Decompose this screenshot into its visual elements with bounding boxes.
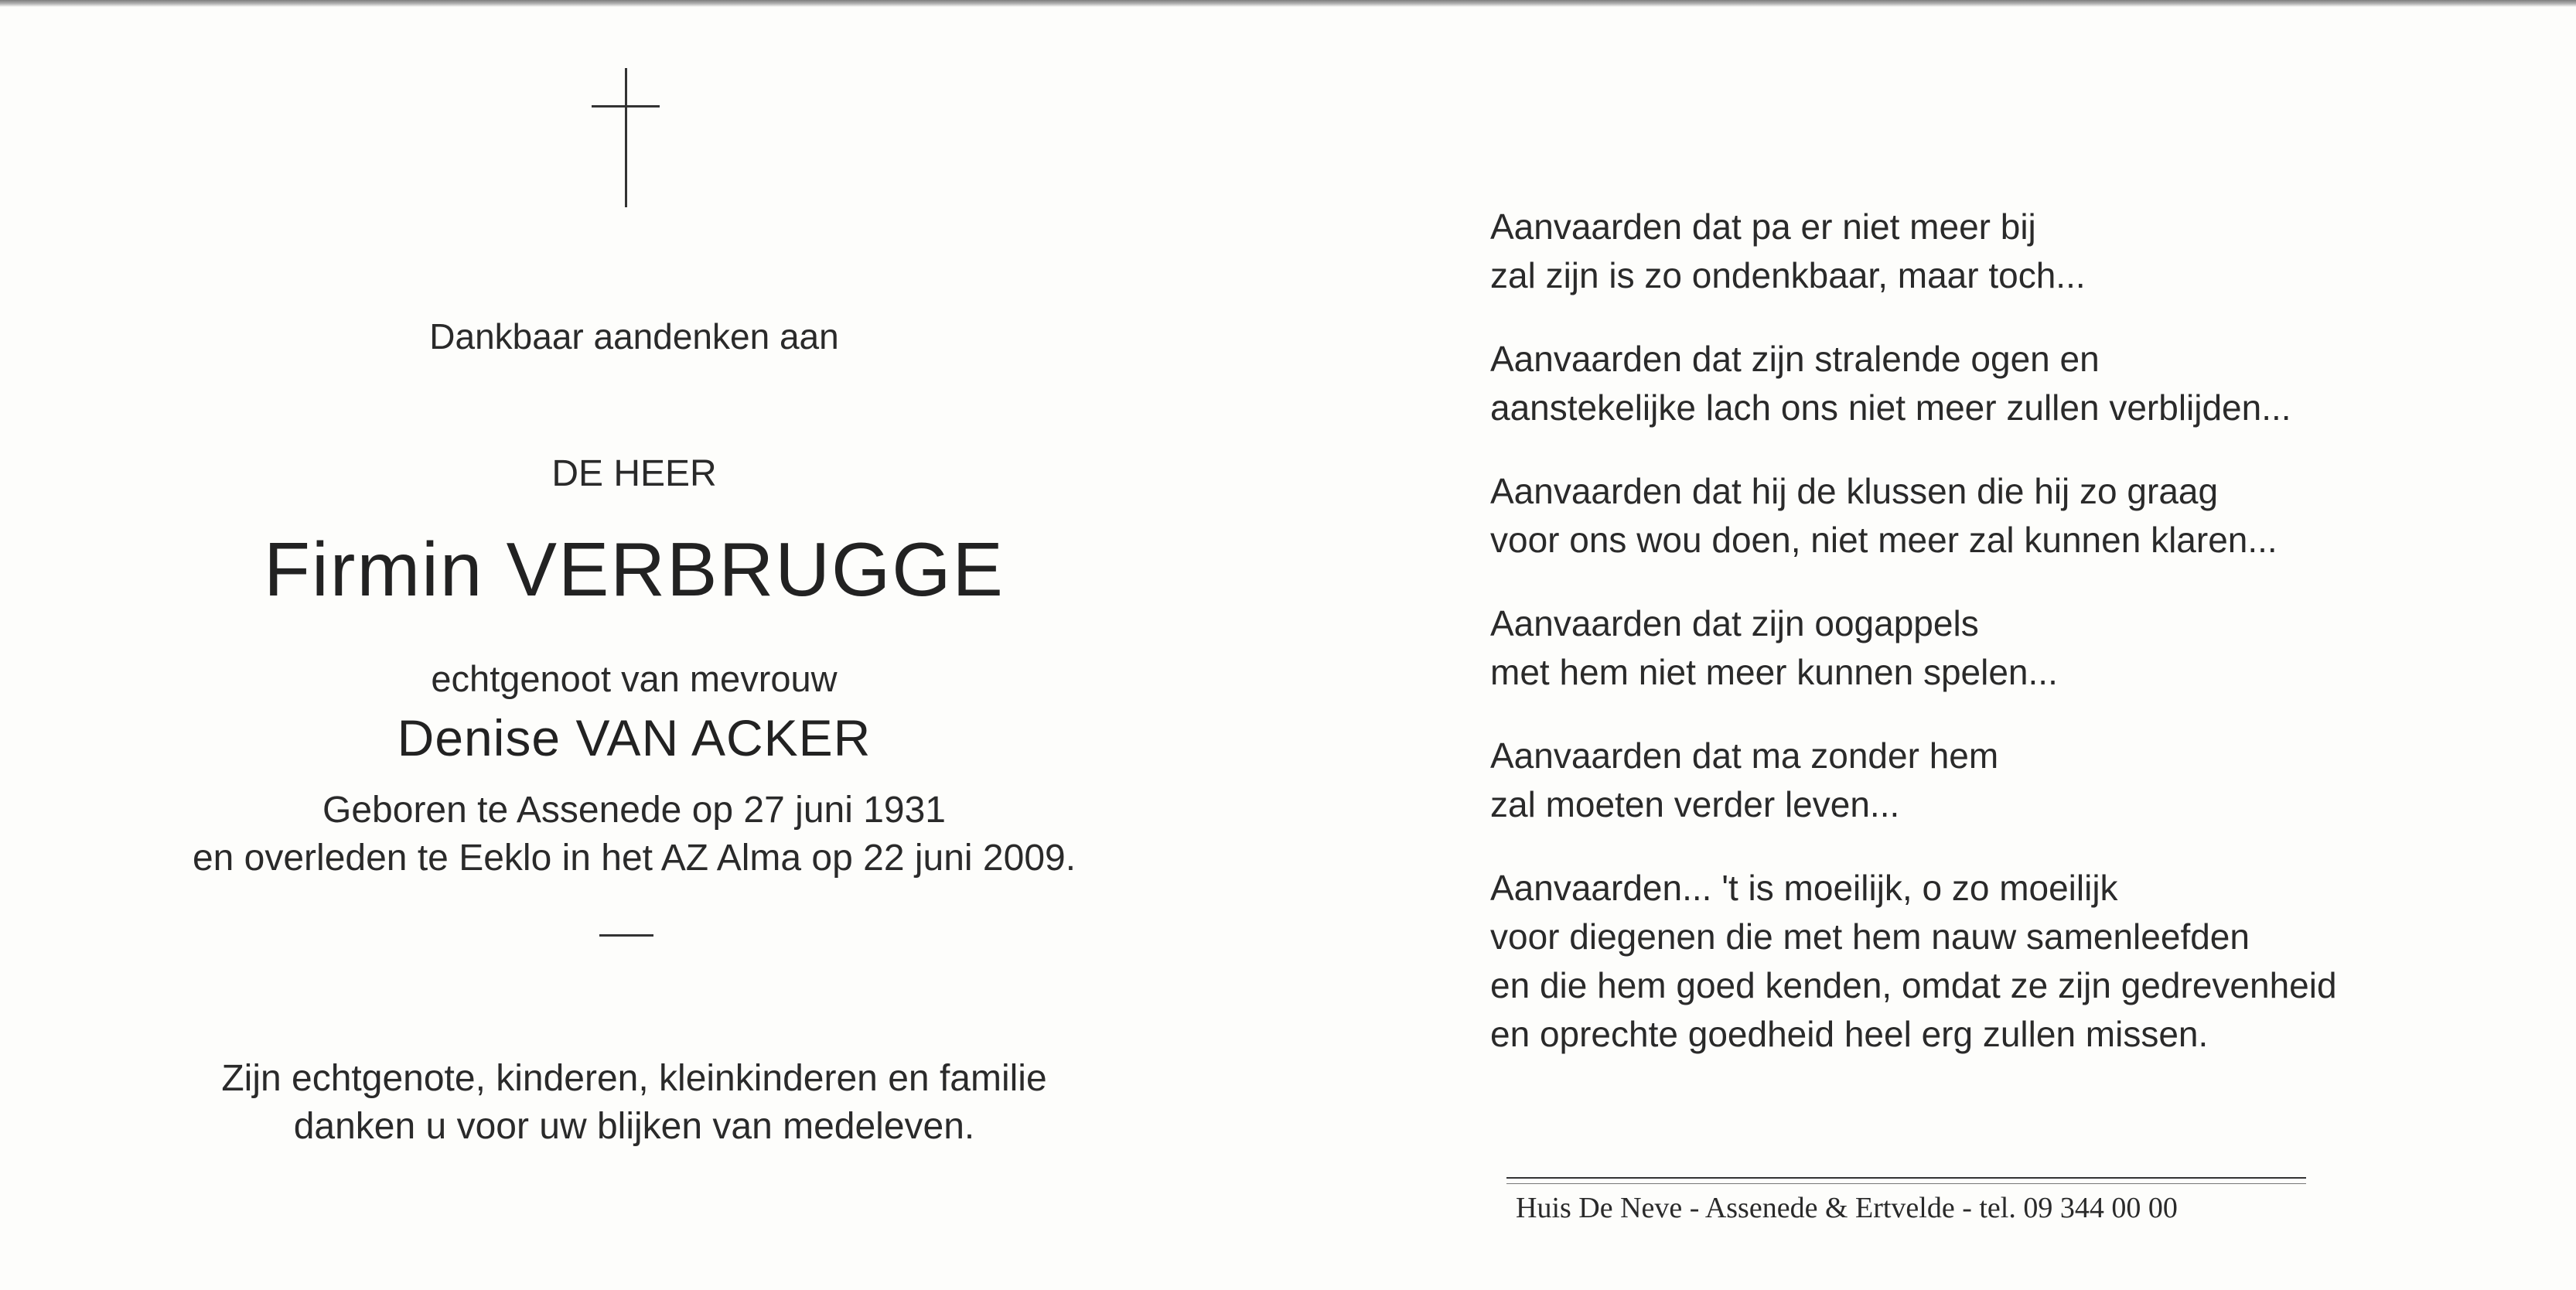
poem-line: met hem niet meer kunnen spelen... <box>1490 652 2058 692</box>
poem-stanza <box>1490 467 2337 565</box>
spouse-name: Denise VAN ACKER <box>397 709 872 766</box>
poem-stanza <box>1490 864 2337 1059</box>
spouse-intro-text: echtgenoot van mevrouw <box>431 658 838 699</box>
poem <box>1490 203 2337 1094</box>
deceased-name: Firmin VERBRUGGE <box>264 527 1005 612</box>
cross-icon <box>592 68 660 207</box>
death-line: en overleden te Eeklo in het AZ Alma op 22 juni 2009. <box>192 838 1076 879</box>
cross-horizontal-bar <box>592 105 660 108</box>
footer-rule-thin <box>1506 1183 2306 1184</box>
poem-stanza <box>1490 203 2337 300</box>
poem-line: voor ons wou doen, niet meer zal kunnen klaren... <box>1490 520 2277 560</box>
poem-line: aanstekelijke lach ons niet meer zullen verblijden... <box>1490 387 2291 428</box>
poem-line: zal zijn is zo ondenkbaar, maar toch... <box>1490 255 2086 295</box>
poem-line: en die hem goed kenden, omdat ze zijn gedrevenheid <box>1490 965 2337 1005</box>
poem-line: Aanvaarden dat zijn stralende ogen en <box>1490 339 2100 379</box>
poem-line: en oprechte goedheid heel erg zullen missen. <box>1490 1014 2209 1054</box>
funeral-home-footer: Huis De Neve - Assenede & Ertvelde - tel. 09 344 00 00 <box>1516 1192 2178 1224</box>
poem-line: Aanvaarden dat ma zonder hem <box>1490 735 1999 776</box>
poem-stanza <box>1490 732 2337 829</box>
poem-stanza <box>1490 335 2337 432</box>
birth-line: Geboren te Assenede op 27 juni 1931 <box>322 790 946 831</box>
poem-line: Aanvaarden... 't is moeilijk, o zo moeilijk <box>1490 868 2118 908</box>
intro-text: Dankbaar aandenken aan <box>429 316 839 357</box>
footer-rule <box>1506 1177 2306 1179</box>
poem-line: Aanvaarden dat pa er niet meer bij <box>1490 206 2036 247</box>
poem-stanza <box>1490 599 2337 697</box>
poem-line: voor diegenen die met hem nauw samenleefden <box>1490 916 2250 957</box>
honorific-title: DE HEER <box>551 453 717 494</box>
cross-vertical-bar <box>625 68 627 207</box>
poem-line: zal moeten verder leven... <box>1490 784 1900 824</box>
poem-line: Aanvaarden dat zijn oogappels <box>1490 603 1979 643</box>
top-border <box>0 0 2576 7</box>
thanks-line-2: danken u voor uw blijken van medeleven. <box>293 1106 975 1147</box>
poem-line: Aanvaarden dat hij de klussen die hij zo graag <box>1490 471 2219 511</box>
thanks-line-1: Zijn echtgenote, kinderen, kleinkinderen en familie <box>221 1058 1047 1099</box>
separator-dash <box>599 934 653 937</box>
